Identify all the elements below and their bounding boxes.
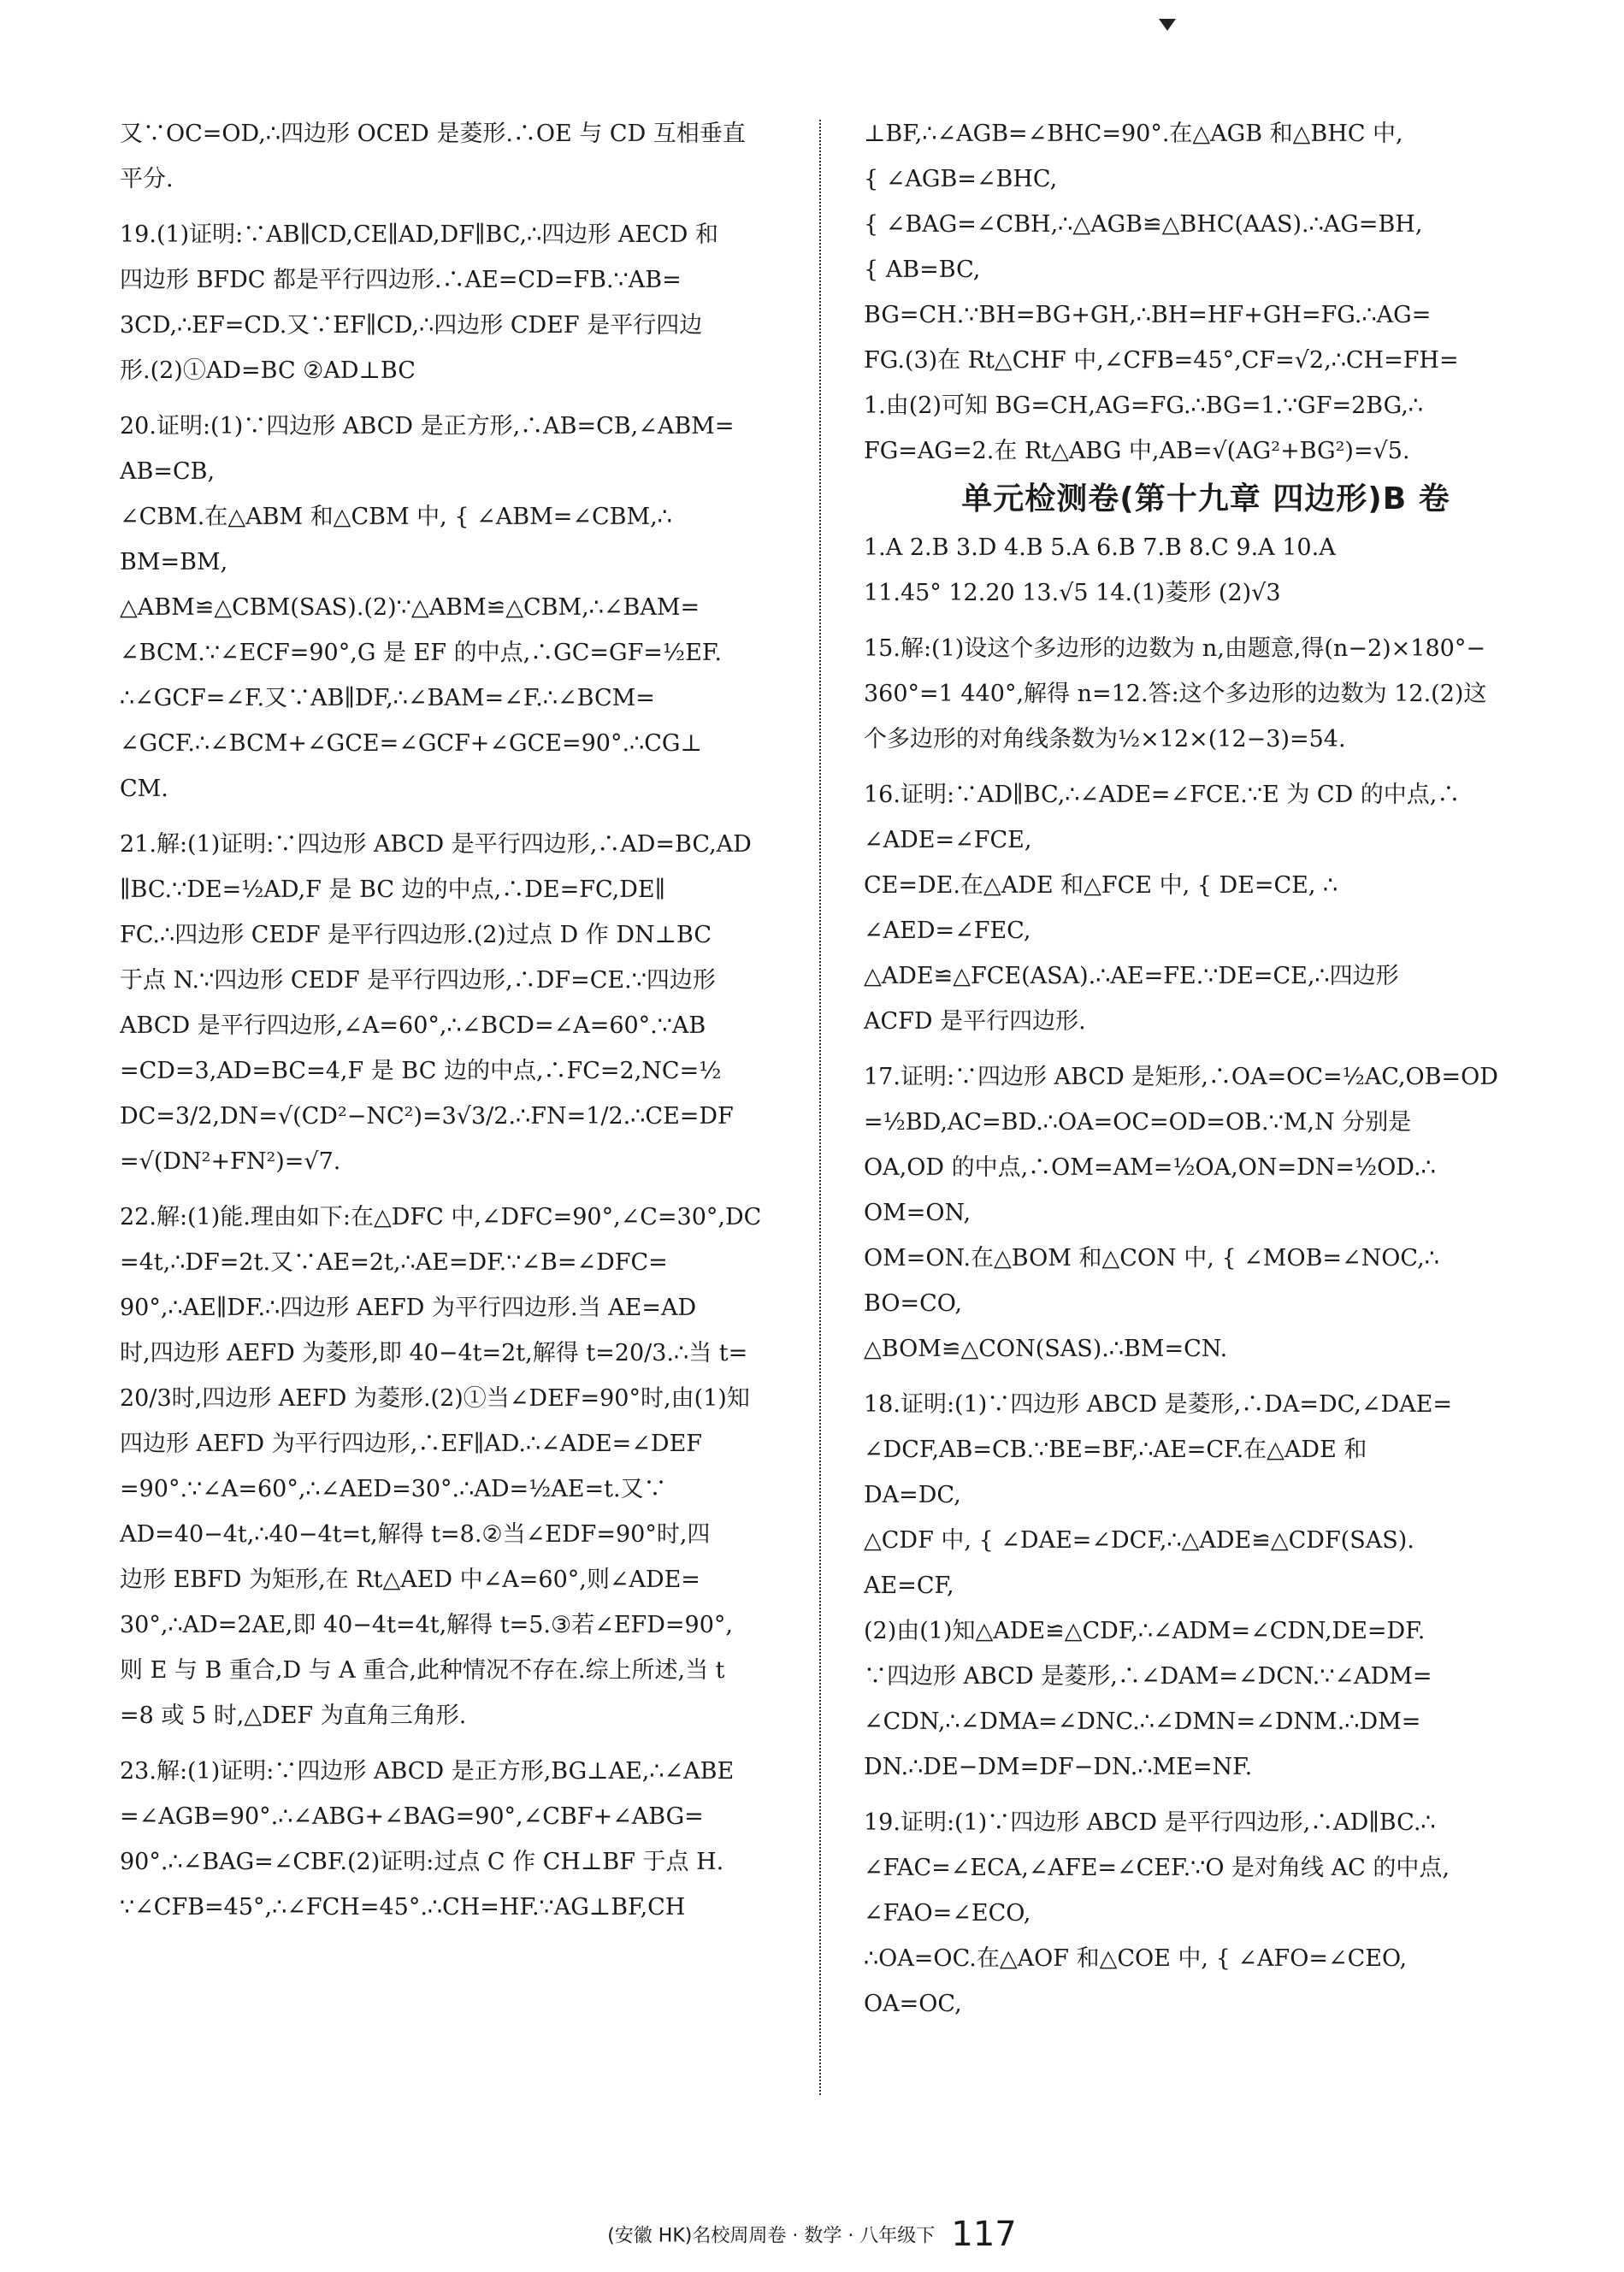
- text-line: ∠FAC=∠ECA,∠AFE=∠CEF.∵O 是对角线 AC 的中点,: [864, 1855, 1450, 1881]
- text-line: BG=CH.∵BH=BG+GH,∴BH=HF+GH=FG.∴AG=: [864, 302, 1432, 328]
- text-line: 于点 N.∵四边形 CEDF 是平行四边形,∴DF=CE.∵四边形: [120, 967, 716, 994]
- text-line: BO=CO,: [864, 1290, 962, 1317]
- text-line: 1.A 2.B 3.D 4.B 5.A 6.B 7.B 8.C 9.A 10.A: [864, 534, 1336, 561]
- text-line: OM=ON,: [864, 1200, 971, 1226]
- text-line: FC.∴四边形 CEDF 是平行四边形.(2)过点 D 作 DN⊥BC: [120, 922, 712, 948]
- text-line: ∴OA=OC.在△AOF 和△COE 中, { ∠AFO=∠CEO,: [864, 1945, 1408, 1972]
- text-line: 18.证明:(1)∵四边形 ABCD 是菱形,∴DA=DC,∠DAE=: [864, 1391, 1452, 1418]
- text-line: 360°=1 440°,解得 n=12.答:这个多边形的边数为 12.(2)这: [864, 681, 1487, 707]
- text-line: ABCD 是平行四边形,∠A=60°,∴∠BCD=∠A=60°.∵AB: [120, 1012, 706, 1039]
- text-line: AB=CB,: [120, 458, 216, 485]
- text-line: 22.解:(1)能.理由如下:在△DFC 中,∠DFC=90°,∠C=30°,DC: [120, 1204, 762, 1230]
- text-line: ∠DCF,AB=CB.∵BE=BF,∴AE=CF.在△ADE 和: [864, 1437, 1367, 1463]
- text-line: 23.解:(1)证明:∵四边形 ABCD 是正方形,BG⊥AE,∴∠ABE: [120, 1758, 735, 1785]
- text-line: △ADE≌△FCE(ASA).∴AE=FE.∵DE=CE,∴四边形: [864, 963, 1399, 989]
- text-line: 平分.: [120, 166, 174, 192]
- text-line: =½BD,AC=BD.∴OA=OC=OD=OB.∵M,N 分别是: [864, 1109, 1412, 1136]
- text-line: ∵∠CFB=45°,∴∠FCH=45°.∴CH=HF.∵AG⊥BF,CH: [120, 1894, 686, 1921]
- text-line: 17.证明:∵四边形 ABCD 是矩形,∴OA=OC=½AC,OB=OD: [864, 1064, 1498, 1090]
- text-line: 则 E 与 B 重合,D 与 A 重合,此种情况不存在.综上所述,当 t: [120, 1657, 725, 1684]
- text-line: ∠BCM.∵∠ECF=90°,G 是 EF 的中点,∴GC=GF=½EF.: [120, 640, 722, 666]
- text-line: =√(DN²+FN²)=√7.: [120, 1148, 341, 1175]
- text-line: 19.证明:(1)∵四边形 ABCD 是平行四边形,∴AD∥BC.∴: [864, 1809, 1436, 1836]
- text-line: 个多边形的对角线条数为½×12×(12−3)=54.: [864, 726, 1346, 752]
- footer-text: (安徽 HK)名校周周卷 · 数学 · 八年级下: [607, 2225, 936, 2247]
- text-line: CE=DE.在△ADE 和△FCE 中, { DE=CE, ∴: [864, 872, 1338, 899]
- text-line: ∠GCF.∴∠BCM+∠GCE=∠GCF+∠GCE=90°.∴CG⊥: [120, 730, 702, 757]
- text-line: ∠FAO=∠ECO,: [864, 1900, 1031, 1927]
- text-line: OM=ON.在△BOM 和△CON 中, { ∠MOB=∠NOC,∴: [864, 1245, 1439, 1272]
- text-line: CM.: [120, 776, 168, 802]
- corner-mark: [1159, 19, 1176, 31]
- text-line: ∠CDN,∴∠DMA=∠DNC.∴∠DMN=∠DNM.∴DM=: [864, 1708, 1421, 1735]
- text-line: ∴∠GCF=∠F.又∵AB∥DF,∴∠BAM=∠F.∴∠BCM=: [120, 685, 655, 711]
- text-line: 四边形 BFDC 都是平行四边形.∴AE=CD=FB.∵AB=: [120, 267, 682, 293]
- text-line: 时,四边形 AEFD 为菱形,即 40−4t=2t,解得 t=20/3.∴当 t=: [120, 1340, 748, 1366]
- text-line: =CD=3,AD=BC=4,F 是 BC 边的中点,∴FC=2,NC=½: [120, 1058, 722, 1084]
- text-line: (2)由(1)知△ADE≌△CDF,∴∠ADM=∠CDN,DE=DF.: [864, 1618, 1426, 1644]
- text-line: ∥BC.∵DE=½AD,F 是 BC 边的中点,∴DE=FC,DE∥: [120, 876, 666, 903]
- text-line: ACFD 是平行四边形.: [864, 1008, 1086, 1035]
- text-line: 16.证明:∵AD∥BC,∴∠ADE=∠FCE.∵E 为 CD 的中点,∴: [864, 782, 1461, 808]
- left-column: [120, 111, 795, 1930]
- text-line: 20.证明:(1)∵四边形 ABCD 是正方形,∴AB=CB,∠ABM=: [120, 413, 735, 440]
- text-line: =4t,∴DF=2t.又∵AE=2t,∴AE=DF.∵∠B=∠DFC=: [120, 1249, 668, 1276]
- text-line: AD=40−4t,∴40−4t=t,解得 t=8.②当∠EDF=90°时,四: [120, 1521, 711, 1548]
- text-line: 30°,∴AD=2AE,即 40−4t=4t,解得 t=5.③若∠EFD=90°,: [120, 1612, 733, 1638]
- text-line: 1.由(2)可知 BG=CH,AG=FG.∴BG=1.∵GF=2BG,∴: [864, 392, 1423, 419]
- text-line: 90°,∴AE∥DF.∴四边形 AEFD 为平行四边形.当 AE=AD: [120, 1295, 697, 1321]
- text-line: BM=BM,: [120, 549, 228, 575]
- text-line: =8 或 5 时,△DEF 为直角三角形.: [120, 1703, 467, 1729]
- text-line: 15.解:(1)设这个多边形的边数为 n,由题意,得(n−2)×180°−: [864, 635, 1485, 662]
- text-line: △ABM≌△CBM(SAS).(2)∵△ABM≌△CBM,∴∠BAM=: [120, 594, 700, 621]
- text-line: ⊥BF,∴∠AGB=∠BHC=90°.在△AGB 和△BHC 中,: [864, 121, 1403, 147]
- page-footer: [0, 2215, 1624, 2254]
- text-line: 21.解:(1)证明:∵四边形 ABCD 是平行四边形,∴AD=BC,AD: [120, 831, 752, 858]
- text-line: AE=CF,: [864, 1573, 954, 1599]
- text-line: OA=OC,: [864, 1991, 962, 2017]
- text-line: 20/3时,四边形 AEFD 为菱形.(2)①当∠DEF=90°时,由(1)知: [120, 1385, 750, 1412]
- text-line: ∵四边形 ABCD 是菱形,∴∠DAM=∠DCN.∵∠ADM=: [864, 1663, 1432, 1690]
- text-line: △BOM≌△CON(SAS).∴BM=CN.: [864, 1336, 1228, 1362]
- text-line: { ∠AGB=∠BHC,: [864, 166, 1058, 192]
- text-line: DA=DC,: [864, 1482, 961, 1508]
- text-line: 又∵OC=OD,∴四边形 OCED 是菱形.∴OE 与 CD 互相垂直: [120, 121, 746, 147]
- text-line: DC=3/2,DN=√(CD²−NC²)=3√3/2.∴FN=1/2.∴CE=DF: [120, 1103, 734, 1130]
- text-line: 四边形 AEFD 为平行四边形,∴EF∥AD.∴∠ADE=∠DEF: [120, 1431, 703, 1457]
- text-line: ∠ADE=∠FCE,: [864, 827, 1032, 853]
- text-line: OA,OD 的中点,∴OM=AM=½OA,ON=DN=½OD.∴: [864, 1154, 1436, 1181]
- text-line: =90°.∵∠A=60°,∴∠AED=30°.∴AD=½AE=t.又∵: [120, 1476, 667, 1502]
- text-line: { AB=BC,: [864, 257, 981, 283]
- text-line: 边形 EBFD 为矩形,在 Rt△AED 中∠A=60°,则∠ADE=: [120, 1567, 700, 1593]
- text-line: 形.(2)①AD=BC ②AD⊥BC: [120, 357, 416, 384]
- text-line: △CDF 中, { ∠DAE=∠DCF,∴△ADE≌△CDF(SAS).: [864, 1527, 1414, 1554]
- text-line: DN.∴DE−DM=DF−DN.∴ME=NF.: [864, 1754, 1253, 1780]
- text-line: 3CD,∴EF=CD.又∵EF∥CD,∴四边形 CDEF 是平行四边: [120, 312, 703, 339]
- text-line: ∠AED=∠FEC,: [864, 918, 1031, 944]
- text-line: 90°.∴∠BAG=∠CBF.(2)证明:过点 C 作 CH⊥BF 于点 H.: [120, 1849, 724, 1875]
- right-column: [864, 111, 1548, 2027]
- text-line: =∠AGB=90°.∴∠ABG+∠BAG=90°,∠CBF+∠ABG=: [120, 1803, 704, 1830]
- text-line: FG.(3)在 Rt△CHF 中,∠CFB=45°,CF=√2,∴CH=FH=: [864, 347, 1459, 374]
- text-line: { ∠BAG=∠CBH,∴△AGB≌△BHC(AAS).∴AG=BH,: [864, 211, 1423, 238]
- page-number: 117: [951, 2215, 1017, 2254]
- column-divider: [819, 120, 821, 2095]
- text-line: ∠CBM.在△ABM 和△CBM 中, { ∠ABM=∠CBM,∴: [120, 504, 672, 530]
- text-line: 11.45° 12.20 13.√5 14.(1)菱形 (2)√3: [864, 580, 1281, 606]
- text-line: FG=AG=2.在 Rt△ABG 中,AB=√(AG²+BG²)=√5.: [864, 438, 1410, 464]
- text-line: 19.(1)证明:∵AB∥CD,CE∥AD,DF∥BC,∴四边形 AECD 和: [120, 221, 718, 248]
- section-title: 单元检测卷(第十九章 四边形)B 卷: [961, 481, 1450, 516]
